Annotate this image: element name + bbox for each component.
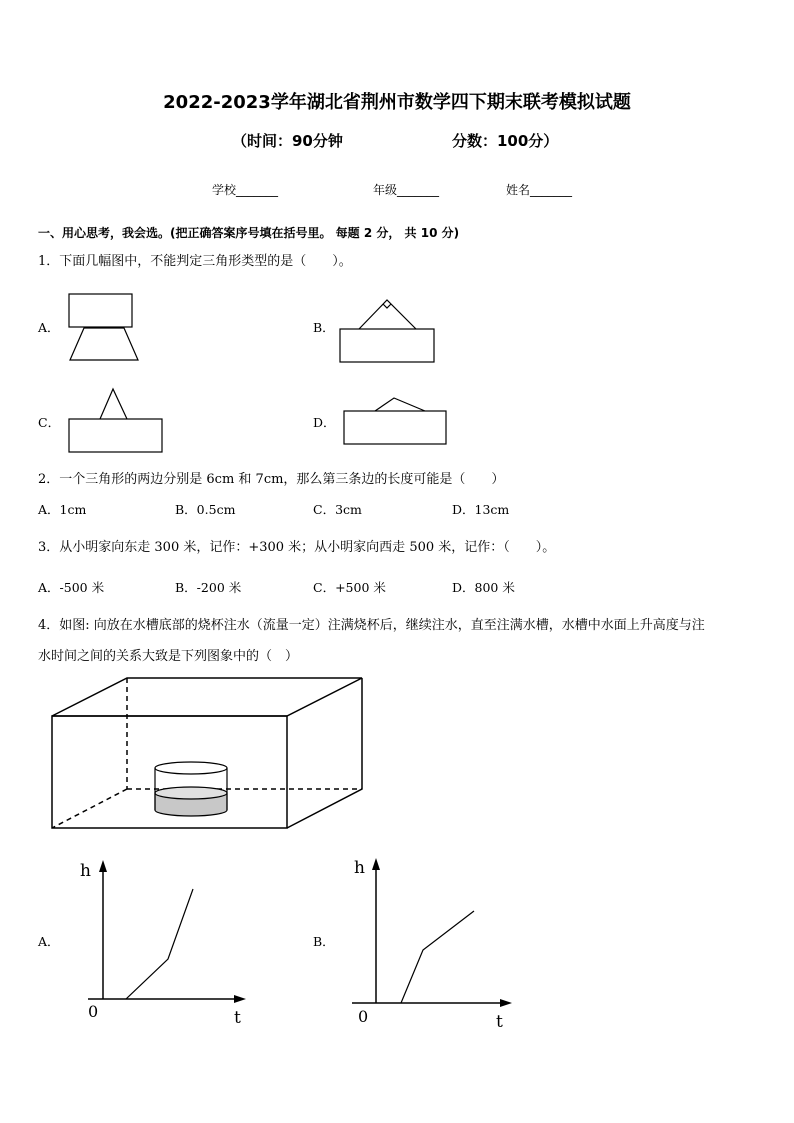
- q1-option-c-label: C．: [38, 415, 61, 430]
- graph-a-origin-label: 0: [88, 1002, 99, 1021]
- total-score: 分数：100分）: [452, 132, 559, 150]
- name-field: 姓名_______: [506, 183, 573, 197]
- q2-option-d: D．13cm: [452, 502, 510, 517]
- q4-option-b-label: B．: [313, 934, 335, 949]
- question-1-text: 1．下面几幅图中，不能判定三角形类型的是（ ）。: [38, 254, 352, 269]
- graph-a-h-label: h: [80, 861, 91, 881]
- school-field: 学校_______: [212, 183, 279, 197]
- q3-option-c: C．+500 米: [313, 580, 386, 595]
- question-2-text: 2．一个三角形的两边分别是 6cm 和 7cm，那么第三条边的长度可能是（ ）: [38, 472, 505, 487]
- q1-option-a-label: A．: [38, 320, 60, 335]
- graph-b-h-label: h: [354, 858, 365, 878]
- q3-option-a: A．-500 米: [38, 580, 105, 595]
- q3-option-b: B．-200 米: [175, 580, 242, 595]
- graph-b-t-label: t: [496, 1012, 503, 1032]
- question-4-line-2: 水时间之间的关系大致是下列图象中的（ ）: [38, 649, 299, 664]
- q2-option-a: A．1cm: [38, 502, 87, 517]
- q1-option-b-label: B．: [313, 320, 335, 335]
- q2-option-b: B．0.5cm: [175, 502, 236, 517]
- time-limit: （时间：90分钟: [232, 132, 343, 150]
- question-3-text: 3．从小明家向东走 300 米，记作：+300 米；从小明家向西走 500 米，记作：（ ）。: [38, 540, 556, 555]
- q4-option-a-label: A．: [38, 934, 60, 949]
- question-4-line-1: 4．如图: 向放在水槽底部的烧杯注水（流量一定）注满烧杯后，继续注水，直至注满水槽，水槽中水面上升高度与注: [38, 618, 705, 633]
- q2-option-c: C．3cm: [313, 502, 362, 517]
- page-title: 2022-2023学年湖北省荆州市数学四下期末联考模拟试题: [163, 92, 631, 113]
- q1-option-d-label: D．: [313, 415, 336, 430]
- graph-b-origin-label: 0: [358, 1007, 369, 1026]
- graph-a-t-label: t: [234, 1008, 241, 1028]
- q3-option-d: D．800 米: [452, 580, 515, 595]
- section-heading: 一、用心思考，我会选。(把正确答案序号填在括号里。 每题 2 分， 共 10 分): [38, 226, 460, 240]
- grade-field: 年级_______: [373, 183, 440, 197]
